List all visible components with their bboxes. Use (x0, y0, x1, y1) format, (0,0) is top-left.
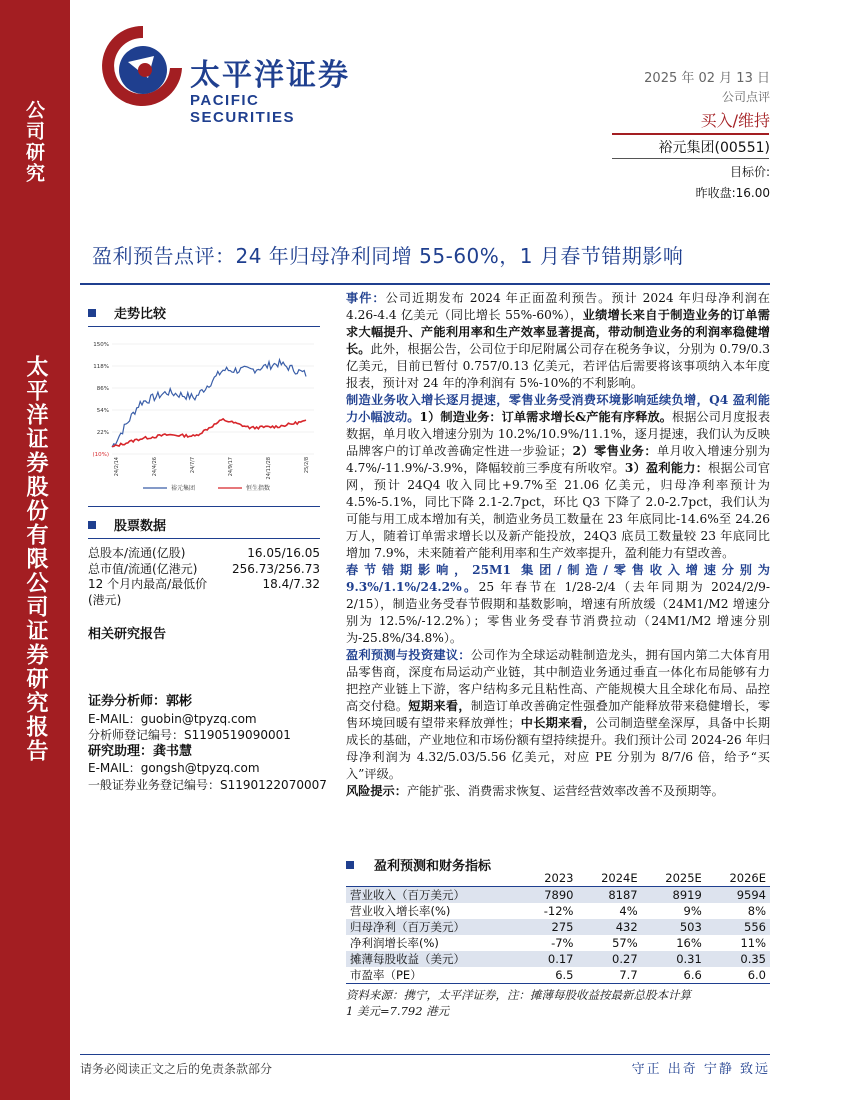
footer-motto: 守正 出奇 宁静 致远 (631, 1062, 770, 1077)
column-header: 2026E (729, 870, 766, 885)
logo-text-en: PACIFIC SECURITIES (190, 92, 296, 126)
sidebar-category: 公司研究 (23, 100, 45, 184)
financials-header-row (346, 870, 770, 886)
stock-data-row: 总股本/流通(亿股) 16.05/16.05 (88, 546, 320, 560)
assistant-email: E-MAIL：gongsh@tpyzq.com (88, 761, 260, 775)
x-tick-label: 25/2/8 (304, 457, 310, 474)
trend-chart (88, 336, 320, 506)
report-title: 盈利预告点评：24 年归母净利同增 55-60%，1 月春节错期影响 (92, 244, 684, 268)
financials-heading: 盈利预测和财务指标 (346, 855, 491, 874)
stock-data-row: 总市值/流通(亿港元) 256.73/256.73 (88, 561, 320, 576)
column-header: 2023 (544, 870, 574, 885)
trend-heading: 走势比较 (88, 303, 166, 322)
square-bullet-icon (88, 521, 96, 529)
company-logo (98, 20, 368, 126)
table-row: 归母净利（百万美元） 275 432 503 556 (346, 919, 770, 935)
x-tick-label: 24/9/17 (228, 457, 234, 477)
financials-source-note: 资料来源：携宁，太平洋证券，注：摊薄每股收益按最新总股本计算 1 美元=7.792 港元 (346, 988, 691, 1018)
financials-table (346, 870, 770, 984)
logo-text-cn: 太平洋证券 (190, 58, 350, 93)
x-tick-label: 24/2/14 (114, 457, 120, 477)
analyst-registration: 分析师登记编号：S1190519090001 (88, 728, 291, 742)
y-tick-label: 86% (96, 386, 109, 392)
table-row: 营业收入（百万美元） 7890 8187 8919 9594 (346, 886, 770, 903)
y-tick-label: 118% (93, 364, 109, 370)
y-tick-label: 22% (96, 430, 109, 436)
stock-data-row: (港元) (88, 592, 122, 607)
square-bullet-icon (346, 861, 354, 869)
report-date: 2025 年 02 月 13 日 (644, 71, 770, 86)
column-header: 2024E (601, 870, 638, 885)
x-tick-label: 24/7/7 (190, 457, 196, 474)
analyst-email: E-MAIL：guobin@tpyzq.com (88, 711, 257, 726)
analyst-name: 证券分析师：郭彬 (88, 694, 193, 709)
analyst-info (88, 694, 328, 793)
related-reports-heading: 相关研究报告 (88, 627, 167, 642)
table-row: 营业收入增长率(%) -12% 4% 9% 8% (350, 903, 766, 918)
report-type: 公司点评 (721, 90, 770, 104)
stock-name: 裕元集团(00551) (658, 140, 770, 156)
trend-divider (88, 326, 320, 327)
chart-bottom-divider (88, 506, 320, 507)
x-tick-label: 24/11/28 (266, 457, 272, 480)
series-line-index (112, 419, 306, 447)
y-tick-label: (10%) (92, 452, 109, 458)
table-row: 净利润增长率(%) -7% 57% 16% 11% (350, 935, 766, 950)
stock-data-table (88, 546, 320, 608)
y-tick-label: 150% (93, 342, 109, 348)
title-divider (80, 283, 770, 285)
column-header (346, 870, 523, 886)
sidebar-org: 太平洋证券股份有限公司证券研究报告 (23, 355, 49, 763)
square-bullet-icon (88, 309, 96, 317)
assistant-registration: 一般证券业务登记编号：S1190122070007 (88, 777, 327, 792)
stock-data-divider (88, 538, 320, 539)
paragraph-forecast: 盈利预测与投资建议：公司作为全球运动鞋制造龙头，拥有国内第二大体育用品零售商，深度布局运动产业链，其中制造业务通过垂直一体化布局能够有力把控产业链上下游，客户结构多元且粘性高、产能规模大且全球化布局、品控高交付稳。短期来看，制造订单改善确定性强叠加产能释放带来稳健增长，零售环境回暖有望带来释放弹性；中长期来看，公司制造壁垒深厚，具备中长期成长的基础，产业地位和市场份额有望持续提升。我们预计公司 2024-26 年归母净利润为 4.32/5.03/5.56 亿美元，对应 PE 分别为 8/7/6 倍，给予“买入”评级。 (346, 648, 771, 781)
previous-close: 昨收盘:16.00 (695, 186, 770, 200)
stock-data-heading: 股票数据 (88, 515, 166, 534)
rating-label: 买入/维持 (700, 111, 770, 130)
paragraph-festival: 春节错期影响，25M1 集团/制造/零售收入增速分别为 9.3%/1.1%/24.2%。25 年春节在 1/28-2/4（去年同期为 2024/2/9-2/15），制造业务受春节假期和基数影响，增速有所放缓（24M1/M2 增速分别为 12.5%/-12.2%）；零售业务受春节消费拉动（24M1/M2 增速分别为-25.8%/34.8%）。 (346, 563, 770, 645)
y-tick-label: 54% (96, 408, 109, 414)
paragraph-risk: 风险提示：产能扩张、消费需求恢复、运营经营效率改善不及预期等。 (346, 784, 724, 798)
stock-data-row: 12 个月内最高/最低价 18.4/7.32 (88, 577, 320, 591)
table-row: 摊薄每股收益（美元） 0.17 0.27 0.31 0.35 (346, 951, 770, 967)
legend-label: 裕元集团 (171, 485, 196, 492)
logo-mark-icon (98, 20, 188, 115)
sidebar-band (0, 0, 70, 1100)
paragraph-event: 事件：公司近期发布 2024 年正面盈利预告。预计 2024 年归母净利润在 4.26-4.4 亿美元（同比增长 55%-60%），业绩增长来自于制造业务的订单需求大幅提升、产能利用率和生产效率显著提高，带动制造业务的利润率稳健增长。此外，根据公告，公司位于印尼附属公司存在税务争议，分别为 0.79/0.3 亿美元，目前已暂付 0.757/0.13 亿美元，若评估后需要将该事项纳入本年度报表，预计对 24 年的净利润有 5%-10%的不利影响。 (346, 291, 770, 390)
column-header: 2025E (665, 870, 702, 885)
footer-disclaimer: 请务必阅读正文之后的免责条款部分 (80, 1062, 273, 1076)
target-price: 目标价: (729, 165, 770, 179)
footer-divider (80, 1054, 770, 1055)
series-line-stock (112, 360, 306, 448)
paragraph-business: 制造业务收入增长逐月提速，零售业务受消费环境影响延续负增，Q4 盈利能力小幅波动。1）制造业务：订单需求增长&产能有序释放。根据公司月度报表数据，单月收入增速分别为 10.2%/10.9%/11.1%，逐月提速，我们认为反映品牌客户的订单改善确定性进一步验证；2）零售业务：单月收入增速分别为 4.7%/-11.9%/-3.9%，降幅较前三季度有所收窄。3）盈利能力：根据公司官网，预计 24Q4 收入同比+9.7%至 21.06 亿美元，归母净利率预计为 4.5%-5.1%，同比下降 2.1-2.7pct，环比 Q3 下降了 2.0-2.7pct，我们认为可能与用工成本增加有关，制造业务员工数量在 23 年底同比-14.6%至 24.26 万人，随着订单需求增长以及新产能投放，24Q3 底员工数量较 23 年底同比增加 7.9%，未来随着产能利用率和生产效率提升，盈利能力有望改善。 (346, 393, 771, 560)
x-tick-label: 24/4/26 (152, 457, 158, 477)
header-divider (612, 133, 769, 135)
assistant-name: 研究助理：龚书慧 (88, 743, 193, 759)
report-body (346, 290, 770, 800)
table-row: 市盈率（PE） 6.5 7.7 6.6 6.0 (346, 967, 770, 984)
legend-label: 恒生指数 (246, 485, 271, 492)
header-divider-thin (612, 158, 769, 159)
